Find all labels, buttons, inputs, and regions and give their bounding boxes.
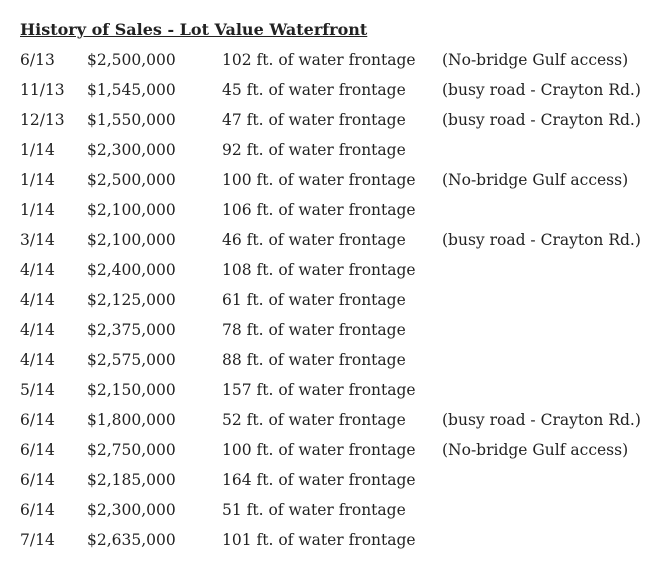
- water-frontage: 47 ft. of water frontage: [222, 111, 406, 129]
- sale-date: 6/14: [20, 471, 55, 489]
- water-frontage: 100 ft. of water frontage: [222, 441, 416, 459]
- sale-note: (No-bridge Gulf access): [442, 171, 629, 189]
- sale-note: [442, 315, 647, 345]
- sale-note: [442, 135, 647, 165]
- sale-note: [442, 195, 647, 225]
- sale-price: $2,750,000: [87, 441, 176, 459]
- water-frontage: 45 ft. of water frontage: [222, 81, 406, 99]
- table-row: [20, 315, 647, 345]
- sale-date: 7/14: [20, 531, 55, 549]
- water-frontage: 164 ft. of water frontage: [222, 471, 416, 489]
- table-row: [20, 105, 647, 135]
- water-frontage: 101 ft. of water frontage: [222, 531, 416, 549]
- sale-date: 6/14: [20, 501, 55, 519]
- table-row: [20, 285, 647, 315]
- sale-date: 1/14: [20, 201, 55, 219]
- water-frontage: 157 ft. of water frontage: [222, 381, 416, 399]
- sale-date: 4/14: [20, 351, 55, 369]
- sale-date: 6/14: [20, 441, 55, 459]
- table-row: [20, 405, 647, 435]
- sale-note: (busy road - Crayton Rd.): [442, 111, 641, 129]
- water-frontage: 106 ft. of water frontage: [222, 201, 416, 219]
- water-frontage: 78 ft. of water frontage: [222, 321, 406, 339]
- water-frontage: 51 ft. of water frontage: [222, 501, 406, 519]
- sale-note: [442, 495, 647, 525]
- sale-date: 5/14: [20, 381, 55, 399]
- sale-price: $2,150,000: [87, 381, 176, 399]
- table-row: [20, 255, 647, 285]
- water-frontage: 102 ft. of water frontage: [222, 51, 416, 69]
- water-frontage: 46 ft. of water frontage: [222, 231, 406, 249]
- table-row: [20, 495, 647, 525]
- sale-price: $2,575,000: [87, 351, 176, 369]
- sale-note: [442, 375, 647, 405]
- water-frontage: 92 ft. of water frontage: [222, 141, 406, 159]
- water-frontage: 100 ft. of water frontage: [222, 171, 416, 189]
- sale-date: 1/14: [20, 141, 55, 159]
- sale-price: $2,375,000: [87, 321, 176, 339]
- sale-note: [442, 345, 647, 375]
- sale-price: $2,125,000: [87, 291, 176, 309]
- sale-note: (No-bridge Gulf access): [442, 441, 629, 459]
- water-frontage: 52 ft. of water frontage: [222, 411, 406, 429]
- sale-price: $1,800,000: [87, 411, 176, 429]
- water-frontage: 108 ft. of water frontage: [222, 261, 416, 279]
- table-row: [20, 75, 647, 105]
- sales-table-body: [20, 45, 647, 555]
- water-frontage: 88 ft. of water frontage: [222, 351, 406, 369]
- sales-table: [20, 45, 647, 555]
- sale-note: (No-bridge Gulf access): [442, 51, 629, 69]
- table-row: [20, 525, 647, 555]
- sale-price: $1,545,000: [87, 81, 176, 99]
- sale-price: $2,500,000: [87, 51, 176, 69]
- sale-price: $2,100,000: [87, 231, 176, 249]
- table-row: [20, 345, 647, 375]
- table-row: [20, 135, 647, 165]
- table-row: [20, 225, 647, 255]
- sale-price: $2,300,000: [87, 501, 176, 519]
- sale-price: $1,550,000: [87, 111, 176, 129]
- sale-date: 6/14: [20, 411, 55, 429]
- sale-date: 4/14: [20, 321, 55, 339]
- table-row: [20, 435, 647, 465]
- sale-price: $2,185,000: [87, 471, 176, 489]
- sale-price: $2,400,000: [87, 261, 176, 279]
- sale-date: 12/13: [20, 111, 65, 129]
- sale-note: (busy road - Crayton Rd.): [442, 411, 641, 429]
- sale-note: [442, 525, 647, 555]
- page-title: History of Sales - Lot Value Waterfront: [20, 20, 368, 39]
- table-row: [20, 45, 647, 75]
- table-row: [20, 465, 647, 495]
- sale-price: $2,100,000: [87, 201, 176, 219]
- sale-note: [442, 465, 647, 495]
- sale-price: $2,500,000: [87, 171, 176, 189]
- sale-date: 11/13: [20, 81, 65, 99]
- sales-history-document: [20, 20, 650, 555]
- table-row: [20, 375, 647, 405]
- sale-date: 6/13: [20, 51, 55, 69]
- sale-note: [442, 285, 647, 315]
- sale-note: (busy road - Crayton Rd.): [442, 231, 641, 249]
- table-row: [20, 195, 647, 225]
- sale-price: $2,300,000: [87, 141, 176, 159]
- sale-price: $2,635,000: [87, 531, 176, 549]
- water-frontage: 61 ft. of water frontage: [222, 291, 406, 309]
- sale-note: [442, 255, 647, 285]
- sale-date: 3/14: [20, 231, 55, 249]
- sale-note: (busy road - Crayton Rd.): [442, 81, 641, 99]
- sale-date: 4/14: [20, 291, 55, 309]
- sale-date: 4/14: [20, 261, 55, 279]
- table-row: [20, 165, 647, 195]
- sale-date: 1/14: [20, 171, 55, 189]
